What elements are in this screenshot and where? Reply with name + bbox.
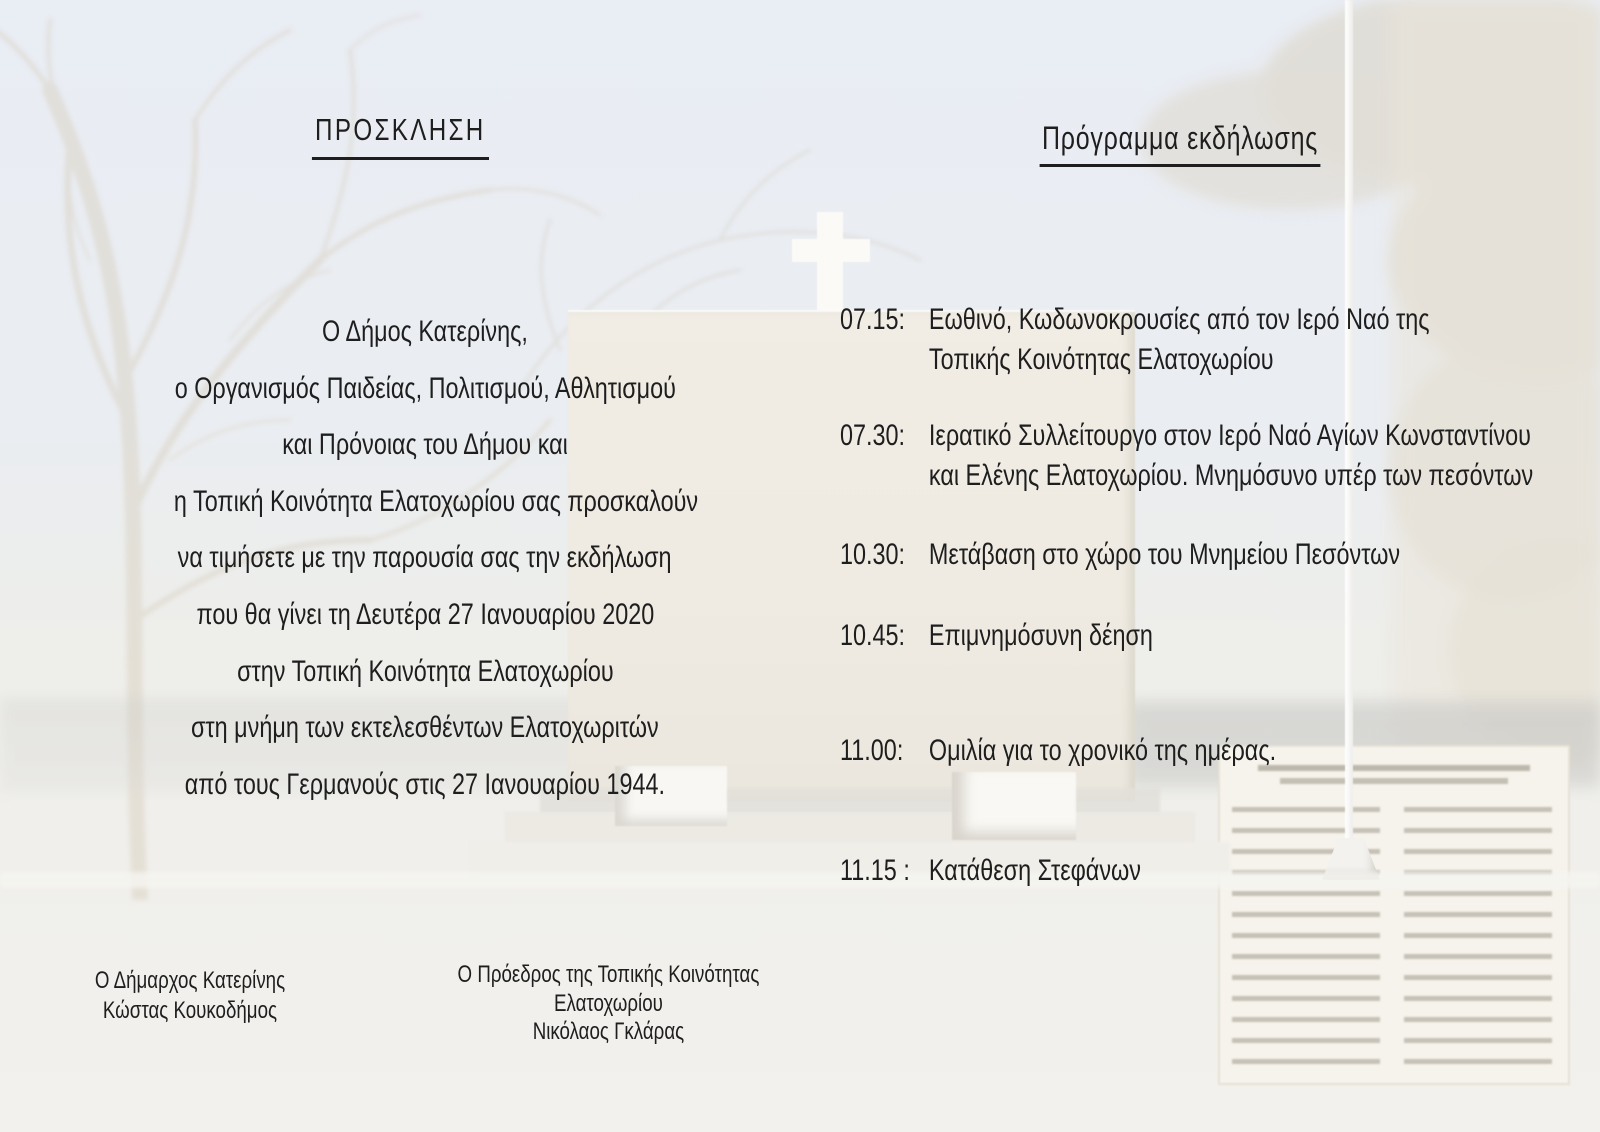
invitation-line: η Τοπική Κοινότητα Ελατοχωρίου σας προσκαλούν: [173, 484, 699, 518]
program-item-description: Κατάθεση Στεφάνων: [928, 854, 1142, 887]
program-item: [840, 731, 1276, 771]
program-title-text: Πρόγραμμα εκδήλωσης: [1040, 120, 1321, 167]
signature-president-name: Νικόλαος Γκλάρας: [532, 1018, 685, 1045]
program-item-description: Ομιλία για το χρονικό της ημέρας.: [928, 734, 1277, 767]
memorial-cross-arm: [792, 239, 870, 262]
faded-foliage-band: [1392, 0, 1600, 770]
invitation-line: Ο Δήμος Κατερίνης,: [322, 315, 528, 348]
signature-mayor-role: Ο Δήμαρχος Κατερίνης: [94, 967, 286, 994]
planter: [952, 772, 1076, 840]
invitation-title-text: ΠΡΟΣΚΛΗΣΗ: [312, 112, 489, 160]
invitation-title: [100, 112, 700, 160]
invitation-line: που θα γίνει τη Δευτέρα 27 Ιανουαρίου 2020: [196, 597, 654, 631]
signature-president-role2: Ελατοχωρίου: [554, 989, 663, 1017]
invitation-line: και Πρόνοιας του Δήμου και: [282, 428, 568, 462]
program-item: [840, 416, 1533, 496]
program-item-description: Εωθινό, Κωδωνοκρουσίες από τον Ιερό Ναό της Τοπικής Κοινότητας Ελατοχωρίου: [928, 303, 1430, 376]
program-item: [840, 300, 1430, 380]
invitation-line: ο Οργανισμός Παιδείας, Πολιτισμού, Αθλητισμού: [174, 371, 676, 405]
program-item-description: Επιμνημόσυνη δέηση: [928, 619, 1153, 652]
signature-president-role: Ο Πρόεδρος της Τοπικής Κοινότητας: [457, 961, 760, 988]
signature-president: [415, 961, 760, 1047]
program-item-time: 10.30:: [840, 538, 906, 571]
invitation-line: στην Τοπική Κοινότητα Ελατοχωρίου: [236, 654, 614, 688]
program-item-time: 07.30:: [840, 419, 906, 452]
program-item-time: 11.00:: [840, 734, 904, 767]
program-item-time: 07.15:: [840, 303, 906, 336]
invitation-line: στη μνήμη των εκτελεσθέντων Ελατοχωριτών: [191, 711, 659, 745]
program-item: [840, 535, 1400, 575]
invitation-line: να τιμήσετε με την παρουσία σας την εκδήλωση: [178, 541, 672, 575]
program-item: [840, 851, 1141, 891]
program-item-time: 10.45:: [840, 619, 906, 652]
signature-mayor: [40, 966, 340, 1025]
program-item-time: 11.15 :: [840, 854, 910, 887]
program-title: [830, 120, 1530, 167]
program-item-description: Ιερατικό Συλλείτουργο στον Ιερό Ναό Αγίων Κωνσταντίνου και Ελένης Ελατοχωρίου. Μνημόσυνο υπέρ των πεσόντων: [928, 419, 1534, 492]
plaza-edge-highlight: [0, 872, 1600, 888]
program-item-description: Μετάβαση στο χώρο του Μνημείου Πεσόντων: [928, 538, 1401, 571]
program-item: [840, 616, 1153, 656]
plaque-engraving-header: [1280, 778, 1508, 784]
plaque-engraving-header: [1258, 765, 1530, 771]
invitation-body: [100, 304, 750, 813]
signature-mayor-name: Κώστας Κουκοδήμος: [102, 996, 278, 1024]
monument-step: [505, 812, 1195, 844]
invitation-line: από τους Γερμανούς στις 27 Ιανουαρίου 1944.: [184, 767, 666, 801]
